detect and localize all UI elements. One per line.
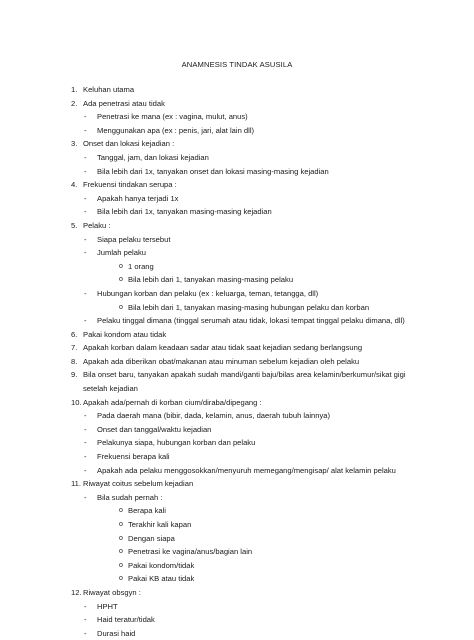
dash-bullet: - — [84, 152, 87, 162]
dash-bullet: - — [84, 492, 87, 502]
document-title: ANAMNESIS TINDAK ASUSILA — [181, 60, 293, 69]
dash-bullet: - — [84, 125, 87, 135]
dash-bullet: - — [84, 248, 87, 258]
item-number: 2. — [71, 98, 78, 108]
list-item — [0, 532, 474, 546]
item-text: Bila lebih dari 1, tanyakan masing-masing hubungan pelaku dan korban — [128, 302, 370, 312]
list-item — [0, 368, 474, 395]
dash-bullet: - — [84, 615, 87, 625]
item-text: HPHT — [97, 601, 118, 611]
item-text: Bila lebih dari 1x, tanyakan onset dan lokasi masing-masing kejadian — [97, 166, 329, 176]
circle-bullet: o — [119, 276, 123, 284]
item-text: Terakhir kali kapan — [128, 520, 192, 529]
item-number: 8. — [71, 356, 78, 366]
list-item — [0, 613, 474, 627]
list-item — [0, 504, 474, 518]
item-text: 1 orang — [128, 261, 154, 271]
dash-bullet: - — [84, 207, 87, 217]
circle-bullet: o — [119, 262, 123, 270]
list-item — [0, 178, 474, 192]
dash-bullet: - — [84, 424, 87, 434]
dash-bullet: - — [84, 288, 87, 298]
item-text: Pakai kondom atau tidak — [83, 329, 167, 339]
list-item — [0, 491, 474, 505]
dash-bullet: - — [84, 234, 87, 244]
list-item — [0, 301, 474, 315]
list-item — [0, 436, 474, 450]
list-item — [0, 423, 474, 437]
item-text: Dengan siapa — [128, 533, 175, 543]
item-text: Apakah korban dalam keadaan sadar atau tidak saat kejadian sedang berlangsung — [83, 343, 363, 353]
item-text: Durasi haid — [97, 628, 136, 638]
item-number: 1. — [71, 85, 78, 94]
item-text: Haid teratur/tidak — [97, 615, 155, 625]
list-item — [0, 137, 474, 151]
list-item — [0, 396, 474, 410]
item-text: Hubungan korban dan pelaku (ex : keluarga, teman, tetangga, dll) — [97, 288, 319, 298]
item-number: 6. — [71, 329, 78, 339]
item-text: Bila lebih dari 1x, tanyakan masing-masing kejadian — [97, 207, 272, 217]
item-text: Penetrasi ke vagina/anus/bagian lain — [128, 547, 253, 557]
list-item — [0, 97, 474, 111]
list-item — [0, 477, 474, 491]
list-item — [0, 205, 474, 219]
item-number: 9. — [71, 370, 78, 380]
list-item — [0, 559, 474, 573]
circle-bullet: o — [119, 534, 123, 542]
list-item — [0, 409, 474, 423]
circle-bullet: o — [119, 507, 123, 515]
dash-bullet: - — [84, 465, 87, 475]
item-text: Frekuensi berapa kali — [97, 452, 170, 462]
dash-bullet: - — [84, 601, 87, 611]
list-item — [0, 192, 474, 206]
item-text: Pakai kondom/tidak — [128, 560, 195, 570]
list-item — [0, 572, 474, 586]
list-item — [0, 328, 474, 342]
list-item — [0, 287, 474, 301]
list-item — [0, 124, 474, 138]
dash-bullet: - — [84, 628, 87, 638]
item-text: Ada penetrasi atau tidak — [83, 98, 165, 108]
circle-bullet: o — [119, 575, 123, 583]
list-item — [0, 464, 474, 478]
item-number: 5. — [71, 220, 78, 230]
list-item — [0, 355, 474, 369]
list-item — [0, 314, 474, 328]
item-number: 12. — [71, 587, 82, 597]
document-body — [0, 83, 474, 640]
list-item — [0, 341, 474, 355]
item-text: Pakai KB atau tidak — [128, 574, 195, 584]
item-text: Apakah ada pelaku menggosokkan/menyuruh memegang/mengisap/ alat kelamin pelaku — [97, 465, 396, 475]
dash-bullet: - — [84, 452, 87, 462]
list-item — [0, 83, 474, 97]
list-item — [0, 110, 474, 124]
list-item — [0, 450, 474, 464]
item-text: Onset dan tanggal/waktu kejadian — [97, 424, 212, 434]
list-item — [0, 246, 474, 260]
list-item — [0, 233, 474, 247]
dash-bullet: - — [84, 166, 87, 176]
circle-bullet: o — [119, 521, 123, 528]
item-text: Apakah hanya terjadi 1x — [97, 193, 179, 203]
item-text: Tanggal, jam, dan lokasi kejadian — [97, 152, 209, 162]
item-text: Apakah ada/pernah di korban cium/diraba/dipegang : — [83, 397, 262, 407]
circle-bullet: o — [119, 303, 123, 311]
item-text: Pelaku : — [83, 220, 111, 230]
item-text: Bila lebih dari 1, tanyakan masing-masing pelaku — [128, 275, 294, 285]
item-text: Siapa pelaku tersebut — [97, 234, 171, 244]
item-number: 11. — [71, 479, 81, 489]
item-text: Frekuensi tindakan serupa : — [83, 180, 177, 190]
item-number: 4. — [71, 180, 78, 190]
item-number: 7. — [71, 343, 78, 353]
list-item — [0, 586, 474, 600]
dash-bullet: - — [84, 193, 87, 203]
dash-bullet: - — [84, 411, 87, 421]
dash-bullet: - — [84, 316, 87, 326]
item-text: Riwayat obsgyn : — [83, 587, 141, 597]
list-item — [0, 260, 474, 274]
item-text: Pada daerah mana (bibir, dada, kelamin, anus, daerah tubuh lainnya) — [97, 411, 331, 421]
item-text: Pelakunya siapa, hubungan korban dan pelaku — [97, 438, 256, 448]
item-text: Onset dan lokasi kejadian : — [83, 139, 175, 149]
circle-bullet: o — [119, 548, 123, 556]
item-number: 3. — [71, 139, 78, 149]
item-text: Penetrasi ke mana (ex : vagina, mulut, anus) — [97, 112, 248, 122]
dash-bullet: - — [84, 112, 87, 122]
list-item — [0, 219, 474, 233]
dash-bullet: - — [84, 438, 87, 448]
list-item — [0, 273, 474, 287]
list-item — [0, 151, 474, 165]
item-text: Bila onset baru, tanyakan apakah sudah mandi/ganti baju/bilas area kelamin/berkumur/sikat gigi setelah kejadian — [83, 370, 406, 394]
item-number: 10. — [71, 397, 82, 407]
circle-bullet: o — [119, 561, 123, 569]
item-text: Riwayat coitus sebelum kejadian — [83, 479, 194, 489]
list-item — [0, 518, 474, 532]
list-item — [0, 627, 474, 640]
list-item — [0, 545, 474, 559]
item-text: Berapa kali — [128, 506, 166, 516]
item-text: Pelaku tinggal dimana (tinggal serumah atau tidak, lokasi tempat tinggal pelaku dimana, dll) — [97, 316, 405, 326]
list-item — [0, 165, 474, 179]
item-text: Keluhan utama — [83, 85, 135, 94]
item-text: Menggunakan apa (ex : penis, jari, alat lain dll) — [97, 125, 255, 135]
item-text: Jumlah pelaku — [97, 248, 146, 258]
item-text: Apakah ada diberikan obat/makanan atau minuman sebelum kejadian oleh pelaku — [83, 356, 360, 366]
list-item — [0, 600, 474, 614]
item-text: Bila sudah pernah : — [97, 492, 163, 502]
